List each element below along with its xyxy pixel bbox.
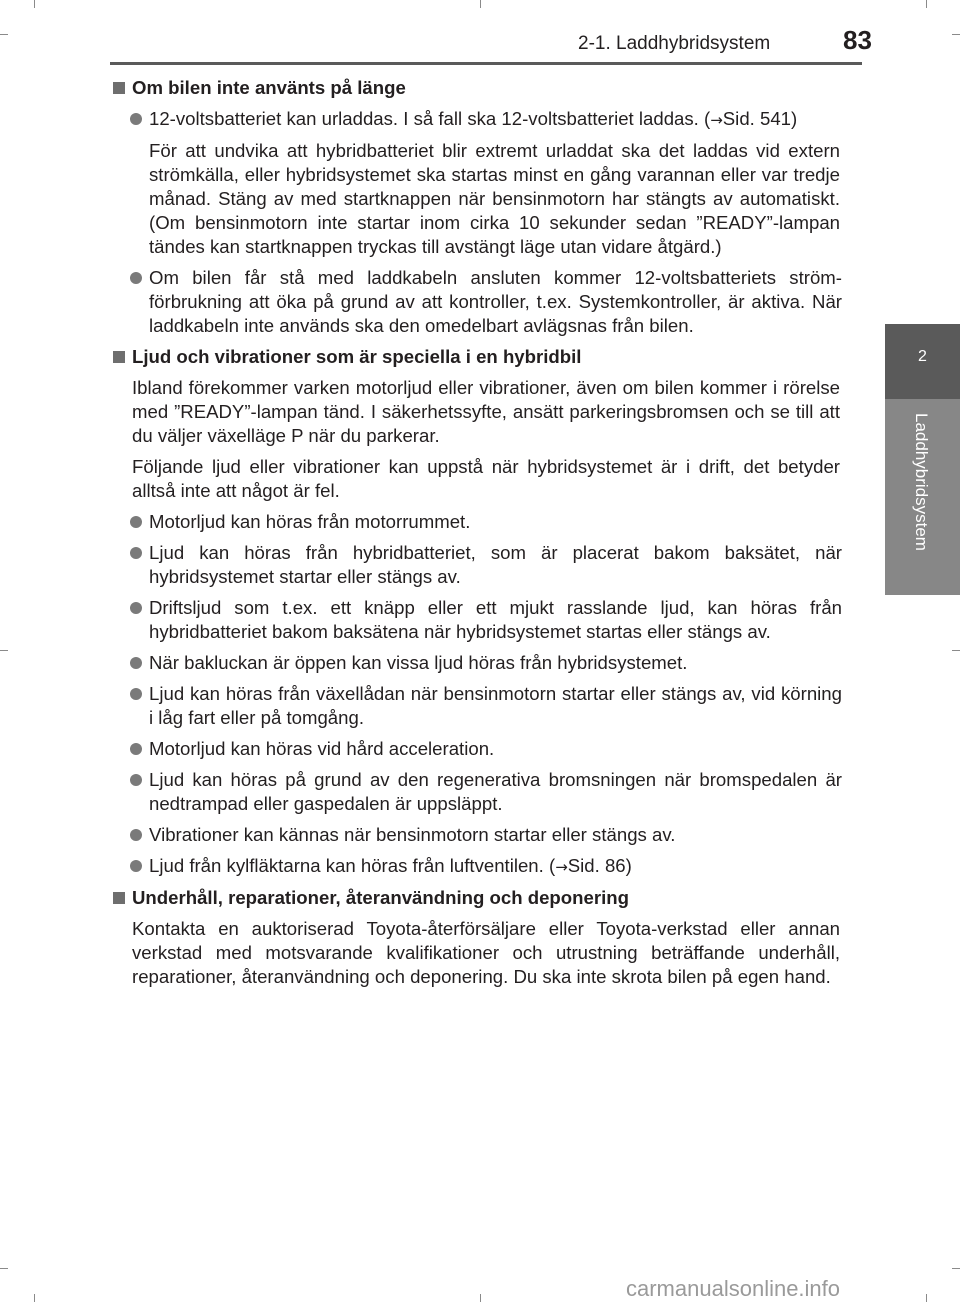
circle-bullet-icon <box>130 860 142 872</box>
square-bullet-icon <box>113 351 125 363</box>
crop-mark <box>952 1268 960 1269</box>
bullet-text: Vibrationer kan kännas när bensinmotorn startar eller stängs av. <box>149 824 676 845</box>
paragraph: Kontakta en auktoriserad Toyota-återförsäljare eller Toyota-verkstad eller annan verkstad med motsvarande kvalifikationer och utrustning beträffande underhåll, reparationer, återanvändning och deponering. Du ska inte skrota bilen på egen hand. <box>132 918 840 987</box>
crop-mark <box>0 650 8 651</box>
list-item <box>110 651 842 675</box>
circle-bullet-icon <box>130 272 142 284</box>
circle-bullet-icon <box>130 774 142 786</box>
circle-bullet-icon <box>130 688 142 700</box>
page-number: 83 <box>843 25 872 55</box>
bullet-text: När bakluckan är öppen kan vissa ljud höras från hybridsystemet. <box>149 652 688 673</box>
bullet-text: Driftsljud som t.ex. ett knäpp eller ett mjukt rasslande ljud, kan höras från hybridbatteriet bakom baksätena när hybridsystemet startas eller stängs av. <box>149 597 842 642</box>
chapter-side-tab <box>885 399 960 595</box>
section-heading <box>110 345 842 369</box>
heading-text: Om bilen inte använts på länge <box>132 77 406 98</box>
arrow-icon: → <box>555 858 568 876</box>
page-reference: Sid. 541) <box>722 108 798 129</box>
circle-bullet-icon <box>130 113 142 125</box>
circle-bullet-icon <box>130 516 142 528</box>
circle-bullet-icon <box>130 547 142 559</box>
section-heading <box>110 886 842 910</box>
chapter-number: 2 <box>918 348 927 365</box>
bullet-text: Motorljud kan höras vid hård acceleration. <box>149 738 495 759</box>
paragraph: Följande ljud eller vibrationer kan uppstå när hybridsystemet är i drift, det betyder alltså inte att något är fel. <box>132 456 840 501</box>
list-item <box>110 854 842 879</box>
crop-mark <box>926 0 927 8</box>
crop-mark <box>480 0 481 8</box>
list-item <box>110 541 842 589</box>
bullet-text: Ljud kan höras från växellådan när bensinmotorn startar eller stängs av, vid körning i låg fart eller på tomgång. <box>149 683 842 728</box>
bullet-text: Ljud från kylfläktarna kan höras från luftventilen. ( <box>149 855 556 876</box>
circle-bullet-icon <box>130 743 142 755</box>
paragraph: För att undvika att hybridbatteriet blir extremt urladdat ska det laddas vid extern strömkälla, eller hybridsystemet ska startas minst en gång varannan eller var tredje månad. Stäng av med startknappen när bensinmotorn har stängts av automatiskt. (Om bensinmotorn inte startar inom cirka 10 sekunder sedan ”READY”-lampan tändes kan startknappen tryckas till avstängt läge utan vidare åtgärd.) <box>149 140 840 257</box>
arrow-icon: → <box>710 111 723 129</box>
circle-bullet-icon <box>130 602 142 614</box>
chapter-label: Laddhybridsystem <box>912 413 931 551</box>
list-item <box>110 823 842 847</box>
list-item <box>110 768 842 816</box>
bullet-text: Ljud kan höras på grund av den regenerativa bromsningen när bromspedalen är nedtrampad eller gaspedalen är uppsläppt. <box>149 769 842 814</box>
list-item <box>110 266 842 338</box>
heading-text: Ljud och vibrationer som är speciella i en hybridbil <box>132 346 582 367</box>
list-item <box>110 737 842 761</box>
crop-mark <box>34 1294 35 1302</box>
bullet-text: Om bilen får stå med laddkabeln ansluten kommer 12-voltsbatteriets strömförbrukning att öka på grund av att kontroller, t.ex. Systemkontroller, är aktiva. När laddkabeln inte används ska den omedelbart avlägsnas från bilen. <box>149 267 842 336</box>
section-heading <box>110 76 842 100</box>
header-rule <box>110 62 862 65</box>
crop-mark <box>34 0 35 8</box>
main-content <box>110 76 842 996</box>
crop-mark <box>480 1294 481 1302</box>
crop-mark <box>0 34 8 35</box>
list-item <box>110 682 842 730</box>
crop-mark <box>926 1294 927 1302</box>
page-reference: Sid. 86) <box>567 855 632 876</box>
section-title: 2-1. Laddhybridsystem <box>578 33 771 54</box>
bullet-text: Ljud kan höras från hybridbatteriet, som är placerat bakom baksätet, när hybridsystemet startar eller stängs av. <box>149 542 842 587</box>
chapter-tab <box>885 324 960 399</box>
list-item <box>110 510 842 534</box>
circle-bullet-icon <box>130 657 142 669</box>
bullet-text: 12-voltsbatteriet kan urladdas. I så fall ska 12-voltsbatteriet laddas. ( <box>149 108 711 129</box>
crop-mark <box>0 1268 8 1269</box>
list-item <box>110 596 842 644</box>
crop-mark <box>952 34 960 35</box>
watermark-text: carmanualsonline.info <box>626 1276 841 1301</box>
square-bullet-icon <box>113 82 125 94</box>
paragraph: Ibland förekommer varken motorljud eller vibrationer, även om bilen kommer i rörelse med ”READY”-lampan tänd. I säkerhetssyfte, ansätt parkeringsbromsen och se till att du väljer växelläge P när du parkerar. <box>132 377 840 446</box>
crop-mark <box>952 650 960 651</box>
square-bullet-icon <box>113 892 125 904</box>
heading-text: Underhåll, reparationer, återanvändning och deponering <box>132 887 629 908</box>
list-item <box>110 107 842 132</box>
circle-bullet-icon <box>130 829 142 841</box>
bullet-text: Motorljud kan höras från motorrummet. <box>149 511 471 532</box>
